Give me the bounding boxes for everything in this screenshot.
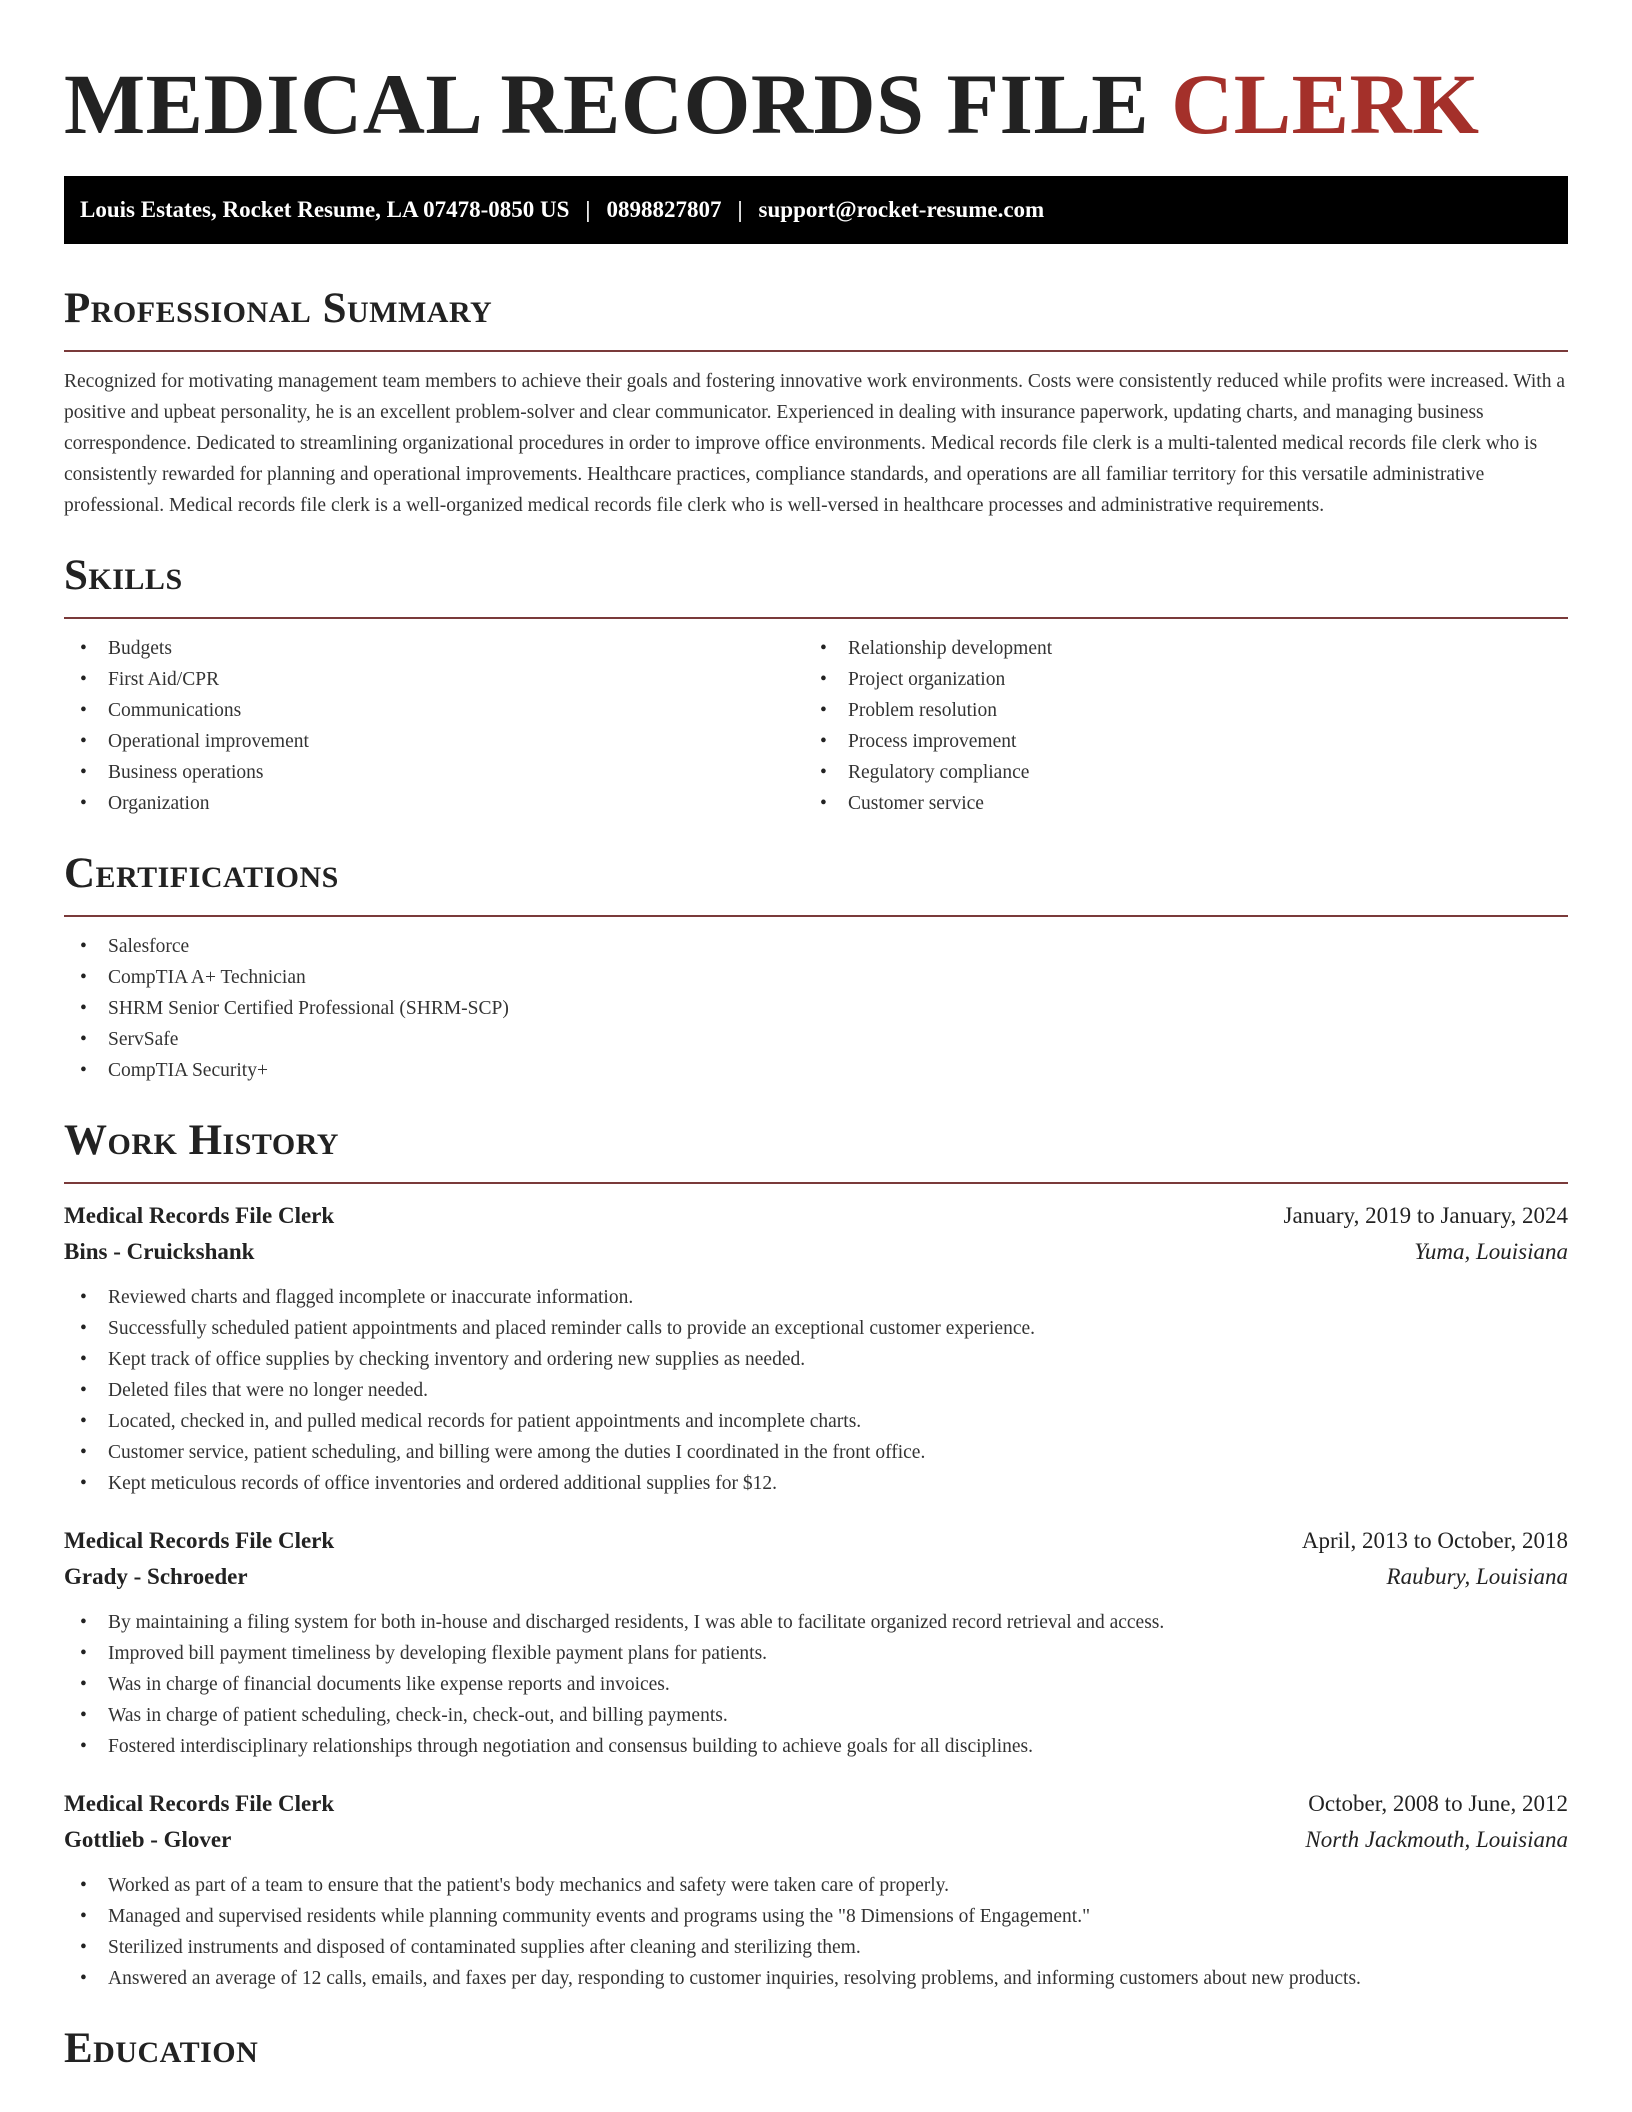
job-duties-list xyxy=(64,1282,1568,1499)
job-title: Medical Records File Clerk xyxy=(64,1528,335,1553)
section-heading: Education xyxy=(64,2025,259,2072)
section-heading: Certifications xyxy=(64,850,339,897)
job-duty-item: • Managed and supervised residents while planning community events and programs using the "8 Dimensions of Engagement." xyxy=(64,1901,1568,1932)
job-dates: October, 2008 to June, 2012 xyxy=(1308,1791,1568,1816)
job-duty-item: • Kept meticulous records of office inventories and ordered additional supplies for $12. xyxy=(64,1468,1568,1499)
job-duty-item: • Improved bill payment timeliness by developing flexible payment plans for patients. xyxy=(64,1638,1568,1669)
professional-summary-section xyxy=(64,284,1568,521)
job-duty-item: • Sterilized instruments and disposed of contaminated supplies after cleaning and sterilizing them. xyxy=(64,1932,1568,1963)
job-location: Yuma, Louisiana xyxy=(1414,1239,1568,1264)
job-duty-item: • Worked as part of a team to ensure that the patient's body mechanics and safety were taken care of properly. xyxy=(64,1870,1568,1901)
contact-phone: 0898827807 xyxy=(606,197,722,222)
job-dates: January, 2019 to January, 2024 xyxy=(1283,1203,1568,1228)
job-duty-item: • Located, checked in, and pulled medical records for patient appointments and incomplete charts. xyxy=(64,1406,1568,1437)
contact-bar xyxy=(64,176,1568,244)
job-header-row xyxy=(64,1198,1568,1234)
skill-item: • Process improvement xyxy=(804,726,1544,757)
section-heading: Professional Summary xyxy=(64,285,493,332)
skill-item: • Project organization xyxy=(804,664,1544,695)
job-header-row xyxy=(64,1786,1568,1822)
title-accent: CLERK xyxy=(1171,56,1480,152)
job-entry xyxy=(64,1523,1568,1762)
skills-columns xyxy=(64,633,1568,819)
job-subheader-row xyxy=(64,1559,1568,1595)
skill-item: • Operational improvement xyxy=(64,726,804,757)
job-company: Bins - Cruickshank xyxy=(64,1239,255,1264)
contact-separator: | xyxy=(585,197,591,222)
education-section xyxy=(64,2024,1568,2074)
job-location: North Jackmouth, Louisiana xyxy=(1305,1827,1568,1852)
resume-title xyxy=(64,54,1568,154)
job-duty-item: • Fostered interdisciplinary relationships through negotiation and consensus building to achieve goals for all disciplines. xyxy=(64,1731,1568,1762)
job-duty-item: • Deleted files that were no longer needed. xyxy=(64,1375,1568,1406)
job-title: Medical Records File Clerk xyxy=(64,1203,335,1228)
certification-item: • SHRM Senior Certified Professional (SHRM-SCP) xyxy=(64,993,1568,1024)
skill-item: • Budgets xyxy=(64,633,804,664)
job-title: Medical Records File Clerk xyxy=(64,1791,335,1816)
skills-section xyxy=(64,551,1568,819)
section-heading: Work History xyxy=(64,1117,339,1164)
job-duties-list xyxy=(64,1870,1568,1994)
job-entry xyxy=(64,1786,1568,1994)
job-duty-item: • Successfully scheduled patient appointments and placed reminder calls to provide an exceptional customer experience. xyxy=(64,1313,1568,1344)
certifications-list xyxy=(64,931,1568,1086)
section-divider xyxy=(64,350,1568,352)
skill-item: • Problem resolution xyxy=(804,695,1544,726)
skill-item: • Organization xyxy=(64,788,804,819)
skills-list-right xyxy=(804,633,1544,819)
job-duties-list xyxy=(64,1607,1568,1762)
skill-item: • Communications xyxy=(64,695,804,726)
certification-item: • CompTIA Security+ xyxy=(64,1055,1568,1086)
job-location: Raubury, Louisiana xyxy=(1386,1564,1568,1589)
skill-item: • Customer service xyxy=(804,788,1544,819)
job-duty-item: • Kept track of office supplies by checking inventory and ordering new supplies as needed. xyxy=(64,1344,1568,1375)
section-divider xyxy=(64,915,1568,917)
job-duty-item: • Answered an average of 12 calls, emails, and faxes per day, responding to customer inquiries, resolving problems, and informing customers about new products. xyxy=(64,1963,1568,1994)
work-history-section xyxy=(64,1116,1568,1994)
certification-item: • CompTIA A+ Technician xyxy=(64,962,1568,993)
contact-separator: | xyxy=(737,197,743,222)
contact-email: support@rocket-resume.com xyxy=(758,197,1045,222)
certification-item: • ServSafe xyxy=(64,1024,1568,1055)
job-company: Gottlieb - Glover xyxy=(64,1827,232,1852)
skill-item: • First Aid/CPR xyxy=(64,664,804,695)
job-entry xyxy=(64,1198,1568,1499)
skill-item: • Relationship development xyxy=(804,633,1544,664)
skills-list-left xyxy=(64,633,804,819)
job-duty-item: • Was in charge of financial documents like expense reports and invoices. xyxy=(64,1669,1568,1700)
summary-text: Recognized for motivating management team members to achieve their goals and fostering innovative work environments. Costs were consistently reduced while profits were increased. With a positive and upbeat personality, he is an excellent problem-solver and clear communicator. Experienced in dealing with insurance paperwork, updating charts, and managing business correspondence. Dedicated to streamlining organizational procedures in order to improve office environments. Medical records file clerk is a multi-talented medical records file clerk who is consistently rewarded for planning and operational improvements. Healthcare practices, compliance standards, and operations are all familiar territory for this versatile administrative professional. Medical records file clerk is a well-organized medical records file clerk who is well-versed in healthcare processes and administrative requirements. xyxy=(64,371,1565,516)
skill-item: • Regulatory compliance xyxy=(804,757,1544,788)
title-main: MEDICAL RECORDS FILE xyxy=(64,56,1150,152)
certifications-section xyxy=(64,849,1568,1086)
job-company: Grady - Schroeder xyxy=(64,1564,248,1589)
job-duty-item: • Customer service, patient scheduling, and billing were among the duties I coordinated in the front office. xyxy=(64,1437,1568,1468)
jobs-list xyxy=(64,1198,1568,1994)
job-duty-item: • Reviewed charts and flagged incomplete or inaccurate information. xyxy=(64,1282,1568,1313)
section-heading: Skills xyxy=(64,552,183,599)
section-divider xyxy=(64,617,1568,619)
job-duty-item: • Was in charge of patient scheduling, check-in, check-out, and billing payments. xyxy=(64,1700,1568,1731)
job-subheader-row xyxy=(64,1822,1568,1858)
job-subheader-row xyxy=(64,1234,1568,1270)
contact-address: Louis Estates, Rocket Resume, LA 07478-0850 US xyxy=(80,197,570,222)
skill-item: • Business operations xyxy=(64,757,804,788)
certification-item: • Salesforce xyxy=(64,931,1568,962)
job-dates: April, 2013 to October, 2018 xyxy=(1301,1528,1568,1553)
job-duty-item: • By maintaining a filing system for both in-house and discharged residents, I was able to facilitate organized record retrieval and access. xyxy=(64,1607,1568,1638)
job-header-row xyxy=(64,1523,1568,1559)
section-divider xyxy=(64,1182,1568,1184)
